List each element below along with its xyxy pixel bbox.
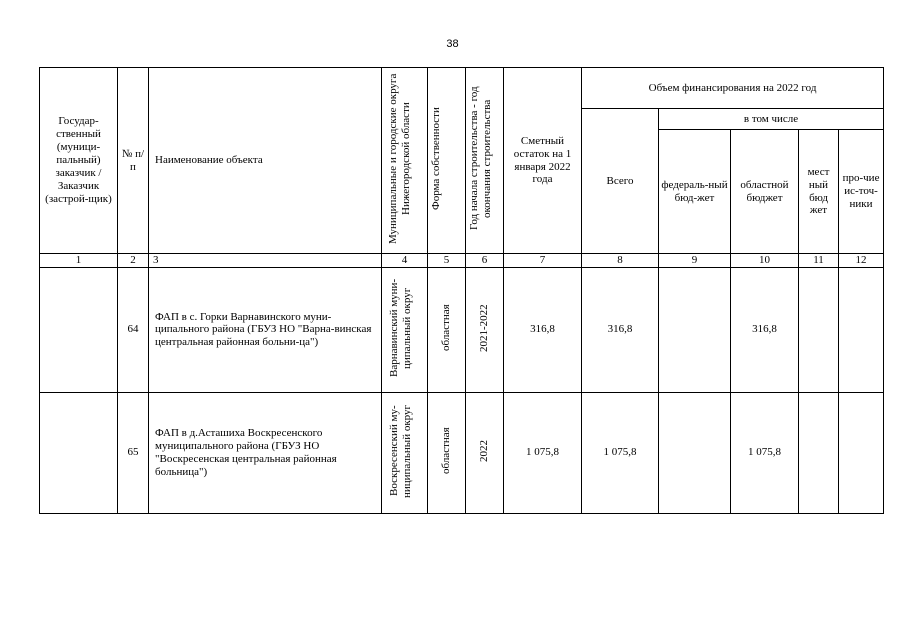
cell-total: 316,8 <box>582 267 659 392</box>
column-number: 9 <box>659 254 731 268</box>
column-number: 11 <box>799 254 839 268</box>
column-number: 5 <box>428 254 466 268</box>
column-number: 8 <box>582 254 659 268</box>
cell-balance: 316,8 <box>504 267 582 392</box>
cell-federal <box>659 392 731 513</box>
cell-customer <box>40 267 118 392</box>
cell-years: 2021-2022 <box>466 267 504 392</box>
header-balance: Сметный остаток на 1 января 2022 года <box>504 68 582 254</box>
cell-ownership: областная <box>428 267 466 392</box>
column-number: 6 <box>466 254 504 268</box>
page-number: 38 <box>446 38 459 50</box>
header-financing: Объем финансирования на 2022 год <box>582 68 884 109</box>
header-number: № п/п <box>118 68 149 254</box>
cell-number: 64 <box>118 267 149 392</box>
cell-other <box>839 392 884 513</box>
cell-district: Воскресенский му-ниципальный округ <box>382 392 428 513</box>
cell-balance: 1 075,8 <box>504 392 582 513</box>
cell-regional: 316,8 <box>731 267 799 392</box>
column-number: 12 <box>839 254 884 268</box>
cell-total: 1 075,8 <box>582 392 659 513</box>
header-row-1 <box>40 68 884 109</box>
cell-ownership: областная <box>428 392 466 513</box>
header-including: в том числе <box>659 109 884 130</box>
column-number: 4 <box>382 254 428 268</box>
header-federal: федераль-ный бюд-жет <box>659 130 731 254</box>
cell-number: 65 <box>118 392 149 513</box>
header-district: Муниципальные и городские округа Нижегородской области <box>382 68 428 254</box>
header-other: про-чие ис-точ-ники <box>839 130 884 254</box>
cell-object-name: ФАП в с. Горки Варнавинского муни-ципального района (ГБУЗ НО "Варна-винская центральная районная больни-ца") <box>149 267 382 392</box>
header-local: мест ный бюд жет <box>799 130 839 254</box>
cell-local <box>799 267 839 392</box>
cell-federal <box>659 267 731 392</box>
header-total: Всего <box>582 109 659 254</box>
column-number: 7 <box>504 254 582 268</box>
cell-local <box>799 392 839 513</box>
cell-customer <box>40 392 118 513</box>
financing-table <box>39 67 884 514</box>
cell-object-name: ФАП в д.Асташиха Воскресенского муниципального района (ГБУЗ НО "Воскресенская центральная районная больница") <box>149 392 382 513</box>
header-customer: Государ-ственный (муници-пальный) заказчик / Заказчик (застрой-щик) <box>40 68 118 254</box>
header-years: Год начала строительства - год окончания строительства <box>466 68 504 254</box>
column-numbers-row <box>40 254 884 268</box>
header-object-name: Наименование объекта <box>149 68 382 254</box>
cell-regional: 1 075,8 <box>731 392 799 513</box>
column-number: 3 <box>149 254 382 268</box>
table-row <box>40 267 884 392</box>
header-ownership: Форма собственности <box>428 68 466 254</box>
cell-other <box>839 267 884 392</box>
column-number: 10 <box>731 254 799 268</box>
column-number: 2 <box>118 254 149 268</box>
column-number: 1 <box>40 254 118 268</box>
table-row <box>40 392 884 513</box>
cell-years: 2022 <box>466 392 504 513</box>
header-regional: областной бюджет <box>731 130 799 254</box>
cell-district: Варнавинский муни-ципальный округ <box>382 267 428 392</box>
